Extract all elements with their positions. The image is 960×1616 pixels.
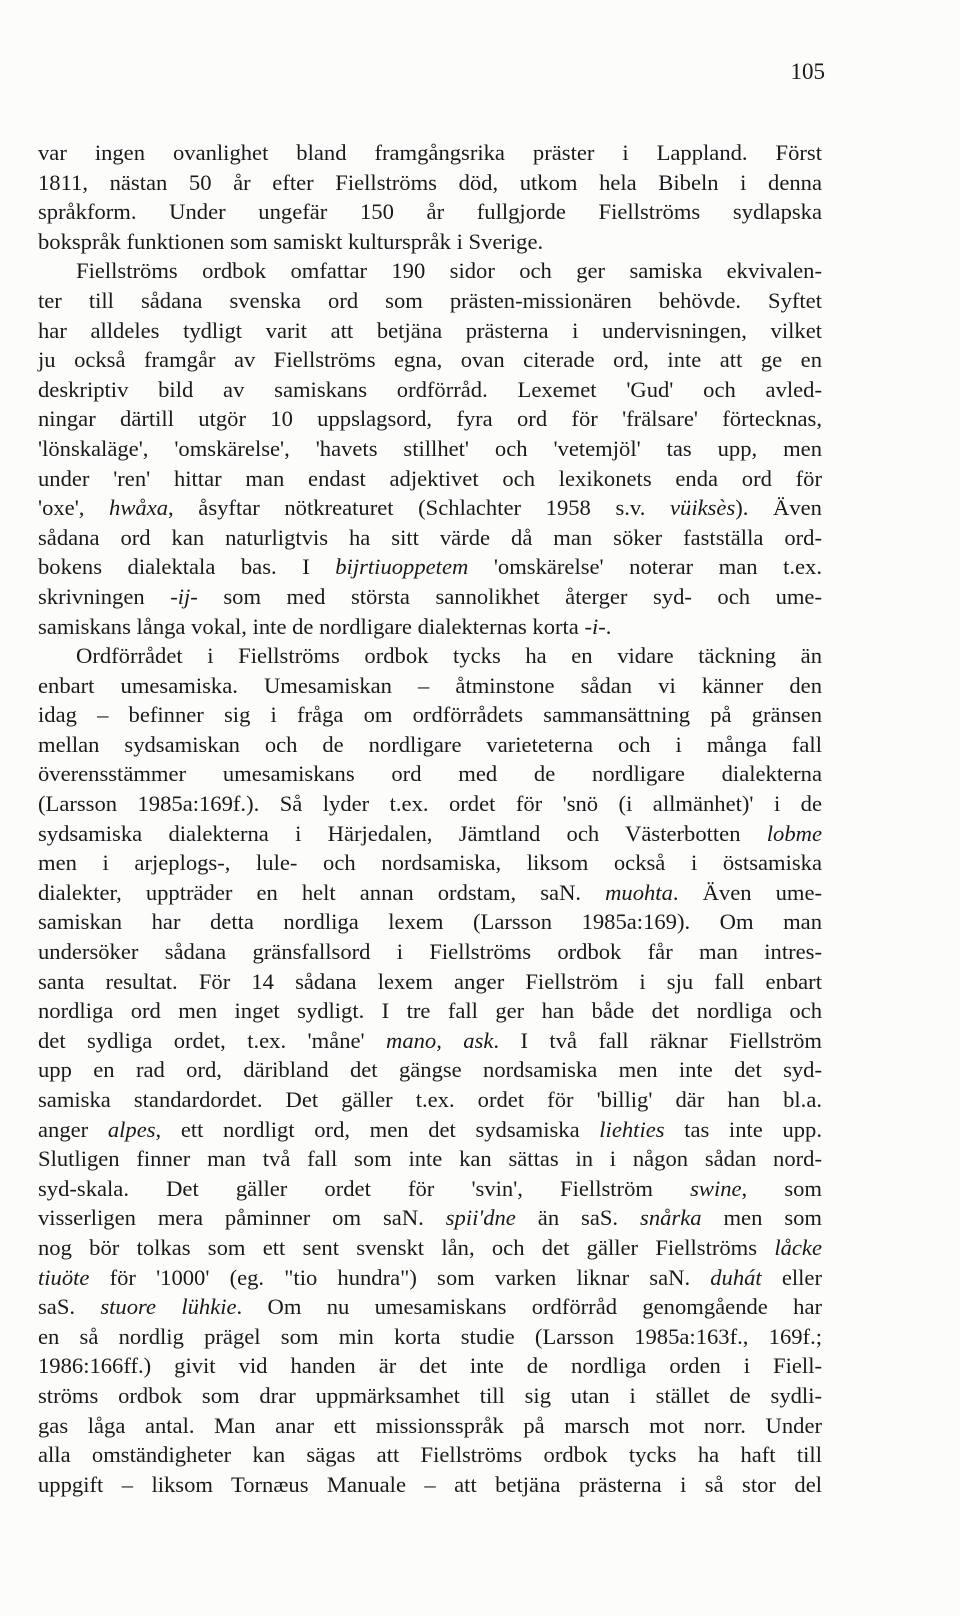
text-run: skrivningen [38,583,171,609]
text-run: saS. [38,1294,101,1320]
text-line [38,552,822,582]
text-run: , som [741,1175,822,1201]
text-run: bokens dialektala bas. I [38,554,336,580]
page-number: 105 [790,59,825,84]
italic-term: duhát [710,1264,762,1290]
italic-term: -ij- [170,583,198,609]
italic-term: bijrtiuoppetem [335,554,469,580]
text-line: ströms ordbok som drar uppmärksamhet till sig utan i stället de sydli- [38,1382,822,1408]
text-run: . Även ume- [672,879,822,905]
text-line: var ingen ovanlighet bland framgångsrika präster i Lappland. Först [38,140,822,165]
text-line: under 'ren' hittar man endast adjektivet och lexikonets enda ord för [38,465,822,491]
text-line: överensstämmer umesamiskans ord med de nordligare dialekterna [38,761,822,787]
text-run: . [605,613,612,639]
italic-term: snårka [640,1205,702,1231]
text-run: eller [761,1264,822,1290]
text-line: enbart umesamiska. Umesamiskan – åtminstone sådan vi känner den [38,672,822,698]
text-line [38,1174,822,1204]
text-line [38,1115,822,1145]
text-run: som med största sannolikhet återger syd- och ume- [197,583,822,609]
italic-term: -i- [584,613,606,639]
text-run: sydsamiska dialekterna i Härjedalen, Jämtland och Västerbotten [38,820,767,846]
text-run: visserligen mera påminner om saN. [38,1205,446,1231]
italic-term: lobme [766,820,822,846]
text-line [38,1026,822,1056]
text-line: undersöker sådana gränsfallsord i Fiellströms ordbok får man intres- [38,939,822,965]
text-run: syd-skala. Det gäller ordet för 'svin', Fiellström [38,1175,691,1201]
text-line: 1811, nästan 50 år efter Fiellströms död, utkom hela Bibeln i denna [38,169,822,195]
text-line [38,1263,822,1293]
text-line: gas låga antal. Man anar ett missionsspråk på marsch mot norr. Under [38,1412,822,1438]
text-run: men som [701,1205,822,1231]
italic-term: stuore lühkie [100,1294,237,1320]
text-line: samiskan har detta nordliga lexem (Larsson 1985a:169). Om man [38,909,822,935]
text-line [38,819,822,849]
text-line [38,1292,822,1322]
italic-term: hwåxa [109,495,169,521]
italic-term: vüiksès [670,495,736,521]
italic-term: låcke [774,1234,822,1260]
text-line: (Larsson 1985a:169f.). Så lyder t.ex. ordet för 'snö (i allmänhet)' i de [38,791,822,817]
text-line: ju också framgår av Fiellströms egna, ovan citerade ord, inte att ge en [38,347,822,373]
italic-term: spii'dne [445,1205,516,1231]
text-run: ). Även [735,495,822,521]
text-line: Ordförrådet i Fiellströms ordbok tycks ha en vidare täckning än [76,643,822,669]
body-text [38,138,822,1499]
text-line: har alldeles tydligt varit att betjäna prästerna i undervisningen, vilket [38,317,822,343]
text-run: än saS. [515,1205,641,1231]
text-line: idag – befinner sig i fråga om ordförrådets sammansättning på gränsen [38,702,822,728]
text-line [38,1233,822,1263]
text-run: 'oxe', [38,495,110,521]
text-run: . Om nu umesamiskans ordförråd genomgående har [236,1294,822,1320]
text-run: . I två fall räknar Fiellström [493,1027,822,1053]
text-run: dialekter, uppträder en helt annan ordstam, saN. [38,879,606,905]
italic-term: alpes [107,1116,156,1142]
text-run: samiskans långa vokal, inte de nordligare dialekternas korta [38,613,585,639]
text-line [38,493,822,523]
text-line [38,878,822,908]
text-line: alla omständigheter kan sägas att Fiellströms ordbok tycks ha haft till [38,1442,822,1468]
text-line: språkform. Under ungefär 150 år fullgjorde Fiellströms sydlapska [38,199,822,225]
text-line: ter till sådana svenska ord som prästen-missionären behövde. Syftet [38,287,822,313]
text-line: santa resultat. För 14 sådana lexem anger Fiellström i sju fall enbart [38,968,822,994]
text-run: , åsyftar nötkreaturet (Schlachter 1958 s.v. [168,495,670,521]
text-line: ningar därtill utgör 10 uppslagsord, fyra ord för 'frälsare' förtecknas, [38,406,822,432]
text-line: men i arjeplogs-, lule- och nordsamiska, liksom också i östsamiska [38,850,822,876]
italic-term: liehties [599,1116,665,1142]
text-line [38,582,822,612]
text-line: bokspråk funktionen som samiskt kulturspråk i Sverige. [38,228,544,254]
text-line: Fiellströms ordbok omfattar 190 sidor och ger samiska ekvivalen- [76,258,822,284]
text-line: deskriptiv bild av samiskans ordförråd. Lexemet 'Gud' och avled- [38,376,822,402]
text-line [38,1203,822,1233]
text-run: det sydliga ordet, t.ex. 'måne' [38,1027,387,1053]
text-line [38,612,822,642]
text-line: nordliga ord men inget sydligt. I tre fall ger han både det nordliga och [38,998,822,1024]
text-run: anger [38,1116,108,1142]
text-line: 'lönskaläge', 'omskärelse', 'havets stillhet' och 'vetemjöl' tas upp, men [38,435,822,461]
text-line: en så nordlig prägel som min korta studie (Larsson 1985a:163f., 169f.; [38,1323,822,1349]
text-line: sådana ord kan naturligtvis ha sitt värde då man söker fastställa ord- [38,524,822,550]
text-run: 'omskärelse' noterar man t.ex. [468,554,822,580]
italic-term: swine [690,1175,742,1201]
text-line: samiska standardordet. Det gäller t.ex. ordet för 'billig' där han bl.a. [38,1087,822,1112]
text-line: Slutligen finner man två fall som inte kan sättas in i någon sådan nord- [38,1146,822,1172]
text-line: 1986:166ff.) givit vid handen är det inte de nordliga orden i Fiell- [38,1353,822,1379]
text-line: upp en rad ord, däribland det gängse nordsamiska men inte det syd- [38,1057,822,1083]
text-line: uppgift – liksom Tornæus Manuale – att betjäna prästerna i så stor del [38,1471,822,1497]
text-run: , ett nordligt ord, men det sydsamiska [155,1116,600,1142]
italic-term: tiuöte [38,1264,90,1290]
text-run: för '1000' (eg. "tio hundra") som varken liknar saN. [89,1264,711,1290]
text-line: mellan sydsamiskan och de nordligare varieteterna och i många fall [38,731,822,757]
text-run: tas inte upp. [664,1116,823,1142]
italic-term: muohta [605,879,673,905]
text-run: nog bör tolkas som ett sent svenskt lån, och det gäller Fiellströms [38,1234,775,1260]
italic-term: mano, ask [386,1027,494,1053]
